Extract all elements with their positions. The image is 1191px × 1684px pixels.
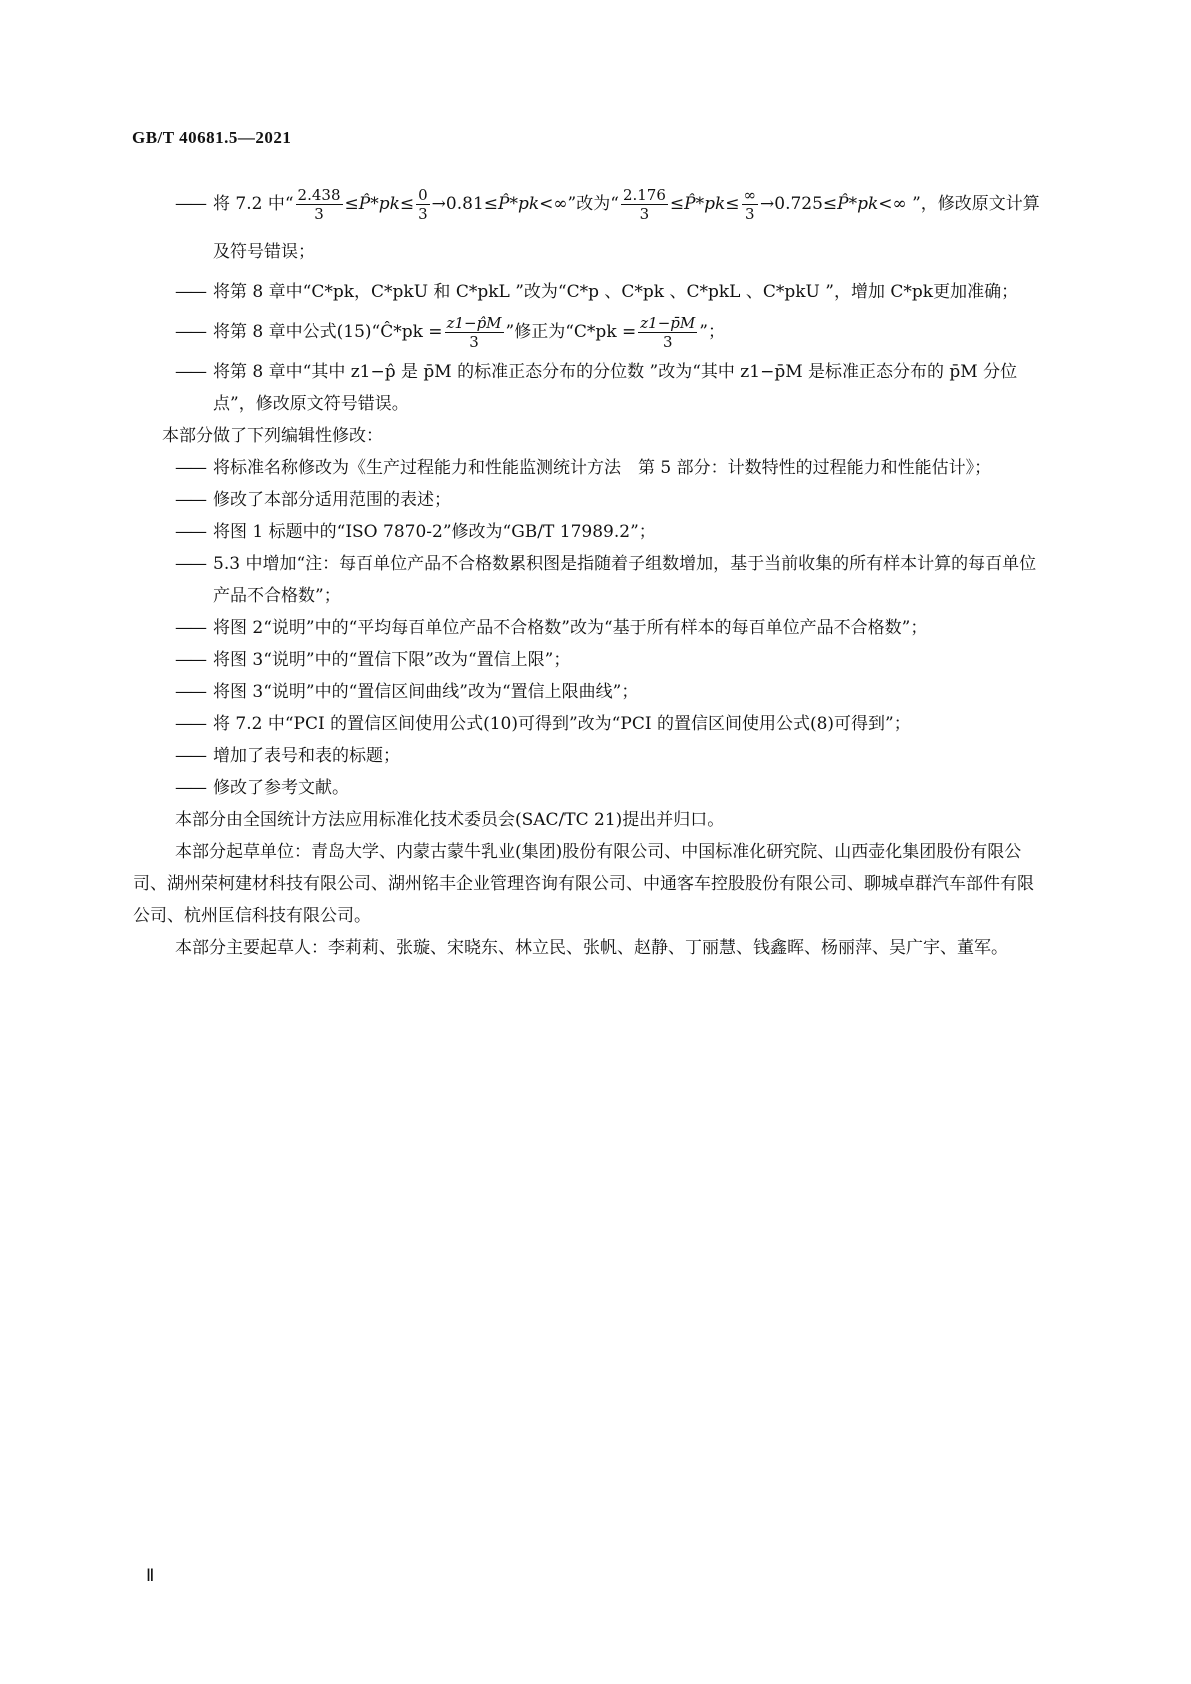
fraction: $\frac{2.438}{3}$	[297, 186, 341, 223]
item-dash: ——	[175, 194, 205, 214]
item-dash: ——	[175, 554, 205, 574]
list-item: —— 增加了表号和表的标题；	[175, 740, 1050, 772]
item-dash: ——	[175, 458, 205, 478]
list-item: —— 将标准名称修改为《生产过程能力和性能监测统计方法 第 5 部分：计数特性的过程能力和性能估计》；	[175, 452, 1050, 484]
fraction: $\frac{0}{3}$	[418, 186, 428, 223]
page-number: Ⅱ	[146, 1566, 155, 1585]
item-dash: ——	[175, 714, 205, 734]
fraction: $\frac{z1-p̄M}{3}$	[640, 314, 696, 351]
document-body	[133, 180, 1050, 964]
list-item: —— 将图 3“说明”中的“置信下限”改为“置信上限”；	[175, 644, 1050, 676]
list-item: —— 5.3 中增加“注：每百单位产品不合格数累积图是指随着子组数增加，基于当前收集的所有样本计算的每百单位产品不合格数”；	[175, 548, 1050, 612]
item-dash: ——	[175, 490, 205, 510]
list-item: —— 将第 8 章中“C*pk，C*pkU 和 C*pkL ”改为“C*p 、C*pk 、C*pkL 、C*pkU ”，增加 C*pk更加准确；	[175, 276, 1050, 308]
item-dash: ——	[175, 650, 205, 670]
item-dash: ——	[175, 618, 205, 638]
item-dash: ——	[175, 362, 205, 382]
fraction: $\frac{z1-p̂M}{3}$	[446, 314, 502, 351]
list-item: —— 修改了本部分适用范围的表述；	[175, 484, 1050, 516]
item-dash: ——	[175, 746, 205, 766]
list-item: —— 将第 8 章中公式(15)“Ĉ*pk = $\frac{z1-p̂M}{3}$ ”修正为“C*pk = $\frac{z1-p̄M}{3}$ ”；	[175, 308, 1050, 356]
list-item: —— 将图 2“说明”中的“平均每百单位产品不合格数”改为“基于所有样本的每百单位产品不合格数”；	[175, 612, 1050, 644]
list-item: —— 将图 1 标题中的“ISO 7870-2”修改为“GB/T 17989.2”；	[175, 516, 1050, 548]
fraction: $\frac{\infty}{3}$	[743, 186, 757, 223]
list-item: —— 将图 3“说明”中的“置信区间曲线”改为“置信上限曲线”；	[175, 676, 1050, 708]
item-dash: ——	[175, 522, 205, 542]
section-intro: 本部分做了下列编辑性修改：	[162, 426, 383, 446]
item-dash: ——	[175, 282, 205, 302]
item-dash: ——	[175, 682, 205, 702]
list-item: —— 将 7.2 中“PCI 的置信区间使用公式(10)可得到”改为“PCI 的置信区间使用公式(8)可得到”；	[175, 708, 1050, 740]
fraction: $\frac{2.176}{3}$	[622, 186, 666, 223]
item-dash: ——	[175, 322, 205, 342]
paragraph-committee: 本部分由全国统计方法应用标准化技术委员会(SAC/TC 21)提出并归口。	[175, 810, 725, 830]
list-item: —— 将 7.2 中“ $\frac{2.438}{3}$ ≤P̂*pk≤ $\frac{0}{3}$ →0.81≤P̂*pk<∞”改为“ $\frac{2.176}{3}$ ≤P̂*pk≤ $\frac{\infty}{3}$ →0.725≤P̂*pk<∞ ”，修改原文计算及符号错误；	[175, 180, 1050, 276]
paragraph-drafting-units: 本部分起草单位：青岛大学、内蒙古蒙牛乳业(集团)股份有限公司、中国标准化研究院、山西壶化集团股份有限公司、湖州荣柯建材科技有限公司、湖州铭丰企业管理咨询有限公司、中通客车控股股份有限公司、聊城卓群汽车部件有限公司、杭州匡信科技有限公司。	[133, 842, 1034, 926]
document-header: GB/T 40681.5—2021	[132, 128, 292, 147]
list-item: —— 将第 8 章中“其中 z1−p̂ 是 p̄M 的标准正态分布的分位数 ”改为“其中 z1−p̄M 是标准正态分布的 p̄M 分位点”，修改原文符号错误。	[175, 356, 1050, 420]
list-item: —— 修改了参考文献。	[175, 772, 1050, 804]
paragraph-drafters: 本部分主要起草人：李莉莉、张璇、宋晓东、林立民、张帆、赵静、丁丽慧、钱鑫晖、杨丽萍、吴广宇、董军。	[175, 938, 1008, 958]
item-dash: ——	[175, 778, 205, 798]
